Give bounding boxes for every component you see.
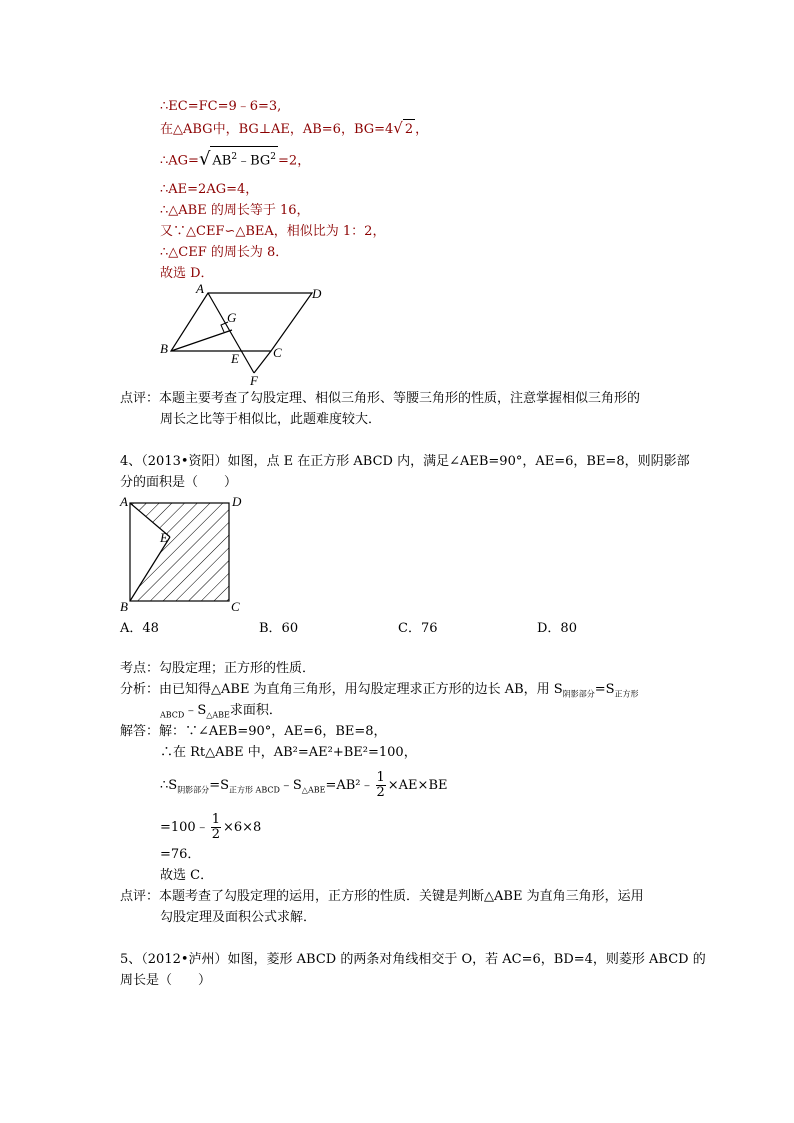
comment-line: 周长之比等于相似比，此题难度较大． (160, 412, 382, 427)
problem-4-text: 4、（2013•资阳）如图，点 E 在正方形 ABCD 内，满足∠AEB=90°，AE=6，BE=8，则阴影部 (120, 454, 690, 469)
dianping-line: 点评：本题考查了勾股定理的运用，正方形的性质．关键是判断△ABE 为直角三角形，运用 (120, 889, 644, 904)
point-label-c: C (231, 599, 240, 614)
jieda-line: 解答：解：∵∠AEB=90°，AE=6，BE=8， (120, 724, 387, 739)
point-label-d: D (312, 286, 322, 301)
jieda-line: ∴在 Rt△ABE 中，AB²=AE²+BE²=100， (160, 745, 417, 760)
solution-line: ∴△CEF 的周长为 8． (160, 245, 289, 260)
option-d: D．80 (537, 621, 577, 636)
solution-line: 又∵△CEF∽△BEA，相似比为 1：2， (160, 224, 386, 239)
solution-line: ∴AE=2AG=4， (160, 182, 259, 197)
jieda-line: 故选 C． (160, 868, 214, 883)
point-label-c: C (273, 345, 282, 360)
jieda-line: =76． (160, 847, 201, 862)
point-label-d: D (232, 494, 242, 509)
kaodian-line: 考点：勾股定理；正方形的性质． (120, 661, 316, 676)
fenxi-line: $_{ABCD}﹣S_{\triangle ABE}$求面积． (160, 703, 282, 720)
point-label-a: A (120, 494, 128, 509)
point-label-b: B (160, 341, 168, 356)
fraction: $\frac{1}{2}$ (211, 812, 220, 842)
fenxi-line: 分析：由已知得△ABE 为直角三角形，用勾股定理求正方形的边长 AB，用 $S_{阴影部分}=S_{正方形}$ (120, 682, 639, 699)
jieda-line: $\therefore S_{阴影部分}=S_{正方形 ABCD}﹣S_{\triangle ABE}=AB^2﹣$ $\frac{1}{2}$ ×AE×BE (160, 770, 448, 800)
fraction: $\frac{1}{2}$ (376, 770, 385, 800)
point-label-b: B (120, 599, 128, 614)
solution-line: 故选 D． (160, 266, 214, 281)
point-label-f: F (250, 373, 258, 388)
comment-line: 点评：本题主要考查了勾股定理、相似三角形、等腰三角形的性质，注意掌握相似三角形的 (120, 391, 641, 406)
solution-line: ∴EC=FC=9﹣6=3, (160, 99, 282, 114)
point-label-g: G (227, 310, 237, 325)
problem-5-text: 周长是（ ） (120, 973, 212, 988)
jieda-line: =100﹣ $\frac{1}{2}$ ×6×8 (160, 812, 262, 842)
solution-line: ∴△ABE 的周长等于 16， (160, 203, 310, 218)
solution-line: 在△ABG中，BG⊥AE，AB=6，BG=4√ 2 ， (160, 118, 428, 140)
problem-4-text: 分的面积是（ ） (120, 475, 238, 490)
dianping-line: 勾股定理及面积公式求解． (160, 910, 317, 925)
option-a: A．48 (120, 621, 159, 636)
point-label-e: E (160, 530, 168, 545)
option-c: C．76 (398, 621, 438, 636)
option-b: B．60 (259, 621, 299, 636)
solution-line: ∴AG=√ $AB^2﹣BG^2 =2$， (160, 146, 310, 171)
point-label-e: E (231, 351, 239, 366)
point-label-a: A (196, 281, 204, 296)
problem-5-text: 5、（2012•泸州）如图，菱形 ABCD 的两条对角线相交于 O，若 AC=6，BD=4，则菱形 ABCD 的 (120, 952, 706, 967)
